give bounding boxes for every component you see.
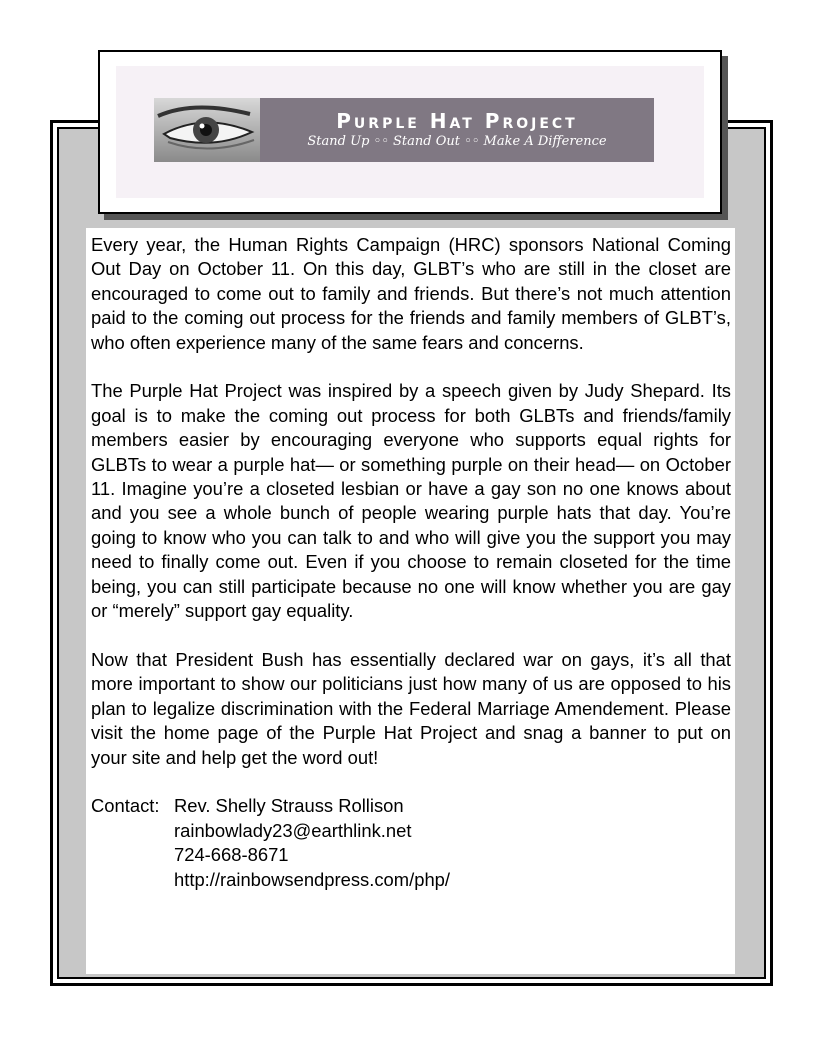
paragraph-1: Every year, the Human Rights Campaign (HRC) sponsors National Coming Out Day on October 11. On this day, GLBT’s who are still in the closet are encouraged to come out to family and friends. But there’s not much attention paid to the coming out process for the friends and family members of GLBT’s, who often experience many of the same fears and concerns. (91, 234, 731, 353)
text-panel (86, 228, 735, 974)
contact-name: Rev. Shelly Strauss Rollison (174, 795, 404, 817)
contact-block (91, 794, 731, 892)
banner-title: Purple Hat Project (336, 109, 578, 133)
banner-tagline: Stand Up ◦◦ Stand Out ◦◦ Make A Difference (307, 134, 607, 149)
paragraph-3: Now that President Bush has essentially declared war on gays, it’s all that more important to show our politicians just how many of us are opposed to his plan to legalize discrimination with the Federal Marriage Amendement. Please visit the home page of the Purple Hat Project and snag a banner to put on your site and help get the word out! (91, 648, 731, 768)
contact-phone: 724-668-8671 (174, 844, 289, 866)
logo-banner (154, 98, 654, 162)
paragraph-2: The Purple Hat Project was inspired by a speech given by Judy Shepard. Its goal is to make the coming out process for both GLBTs and friends/family members easier by encouraging everyone who supports equal rights for GLBTs to wear a purple hat— or something purple on their head— on October 11. Imagine you’re a closeted lesbian or have a gay son no one knows about and you see a whole bunch of people wearing purple hats that day. You’re going to know who you can talk to and who will give you the support you may need to finally come out. Even if you choose to remain closeted for the time being, you can still participate because no one will know whether you are gay or “merely” support gay equality. (91, 380, 731, 622)
banner-text (260, 98, 654, 162)
eye-icon (154, 98, 260, 162)
contact-url: http://rainbowsendpress.com/php/ (174, 868, 451, 890)
contact-email: rainbowlady23@earthlink.net (174, 819, 412, 841)
contact-label: Contact: (91, 795, 160, 817)
contact-lines (174, 794, 450, 892)
